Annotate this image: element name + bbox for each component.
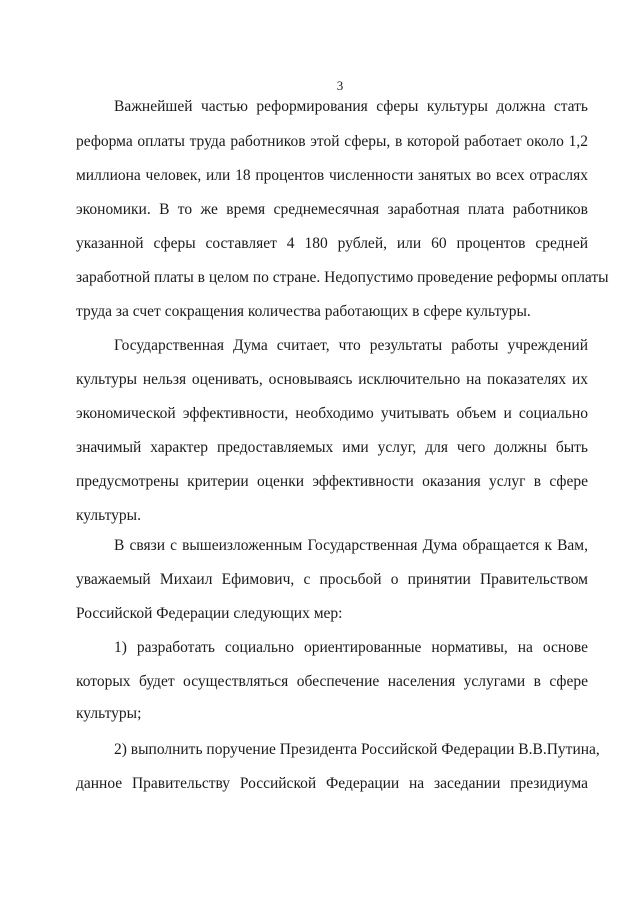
paragraph-2-line-5: предусмотрены критерии оценки эффективности оказания услуг в сфере xyxy=(76,473,588,490)
paragraph-3-line-2: уважаемый Михаил Ефимович, с просьбой о принятии Правительством xyxy=(76,571,588,588)
list-item-1-line-2: которых будет осуществляться обеспечение населения услугами в сфере xyxy=(76,673,588,690)
paragraph-1-line-6: заработной платы в целом по стране. Недопустимо проведение реформы оплаты xyxy=(76,269,609,286)
list-item-1-line-1: 1) разработать социально ориентированные нормативы, на основе xyxy=(114,639,588,656)
paragraph-1-line-2: реформа оплаты труда работников этой сферы, в которой работает около 1,2 xyxy=(76,133,588,150)
page-number: 3 xyxy=(336,78,344,93)
paragraph-1-line-4: экономики. В то же время среднемесячная заработная плата работников xyxy=(76,201,588,218)
list-item-2-line-1: 2) выполнить поручение Президента Российской Федерации В.В.Путина, xyxy=(114,741,600,758)
paragraph-2-line-3: экономической эффективности, необходимо учитывать объем и социально xyxy=(76,405,588,422)
paragraph-3-line-3: Российской Федерации следующих мер: xyxy=(76,605,343,622)
list-item-2-line-2: данное Правительству Российской Федерации на заседании президиума xyxy=(76,775,588,792)
paragraph-2-line-6: культуры. xyxy=(76,507,141,524)
paragraph-3-line-1: В связи с вышеизложенным Государственная Дума обращается к Вам, xyxy=(114,537,588,554)
paragraph-2-line-4: значимый характер предоставляемых ими услуг, для чего должны быть xyxy=(76,439,588,456)
list-item-1-line-3: культуры; xyxy=(76,705,142,722)
paragraph-1-line-3: миллиона человек, или 18 процентов численности занятых во всех отраслях xyxy=(76,167,588,184)
paragraph-1-line-5: указанной сферы составляет 4 180 рублей, или 60 процентов средней xyxy=(76,235,588,252)
paragraph-1-line-7: труда за счет сокращения количества работающих в сфере культуры. xyxy=(76,303,531,320)
paragraph-1-line-1: Важнейшей частью реформирования сферы культуры должна стать xyxy=(114,98,588,115)
paragraph-2-line-2: культуры нельзя оценивать, основываясь исключительно на показателях их xyxy=(76,371,588,388)
paragraph-2-line-1: Государственная Дума считает, что результаты работы учреждений xyxy=(114,337,588,354)
